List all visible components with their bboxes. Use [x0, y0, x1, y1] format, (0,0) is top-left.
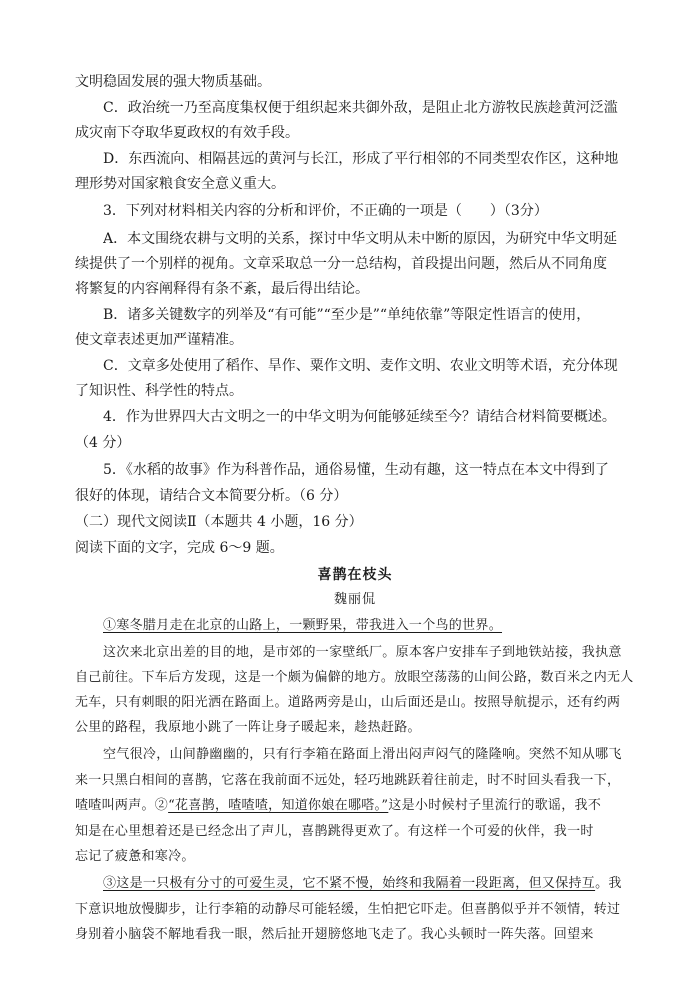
- story-line: 这次来北京出差的目的地，是市郊的一家壁纸厂。原本客户安排车子到地铁站接，我执意: [103, 645, 622, 660]
- option-b-line: B．诸多关键数字的列举及“有可能”“至少是”“单纯依靠”等限定性语言的使用，: [103, 307, 591, 323]
- story-line: 身别着小脑袋不解地看我一眼，然后扯开翅膀悠地飞走了。我心头顿时一阵失落。回望来: [75, 927, 594, 942]
- story-text: 这是小时候村子里流行的歌谣，我不: [388, 798, 602, 813]
- story-line: 公里的路程，我原地小跳了一阵让身子暖起来，趁热赶路。: [75, 720, 421, 735]
- story-paragraph-1: ①寒冬腊月走在北京的山路上，一颗野果，带我进入一个鸟的世界。: [103, 618, 503, 633]
- story-line: 无车，只有刺眼的阳光洒在路面上。道路两旁是山，山后面还是山。按照导航提示，还有约两: [75, 695, 621, 710]
- story-line: [75, 796, 635, 816]
- underlined-sentence-2: “花喜鹊，喳喳喳，知道你娘在哪嗒。”: [168, 798, 389, 813]
- underlined-sentence-3: ③这是一只极有分寸的可爱生灵，它不紧不慢，始终和我隔着一段距离，但又保持互: [103, 876, 596, 891]
- option-d-line: D．东西流向、相隔甚远的黄河与长江，形成了平行相邻的不同类型农作区，这种地: [103, 151, 619, 167]
- text-line: 续提供了一个别样的视角。文章采取总一分一总结构，首段提出问题，然后从不同角度: [75, 256, 607, 272]
- text-line: 文明稳固发展的强大物质基础。: [75, 74, 271, 90]
- text-line: 使文章表述更加严谨精准。: [75, 332, 243, 348]
- instruction-line: 阅读下面的文字，完成 6～9 题。: [75, 540, 284, 556]
- story-line: [103, 874, 635, 894]
- story-line: 下意识地放慢脚步，让行李箱的动静尽可能轻缓，生怕把它吓走。但喜鹊似乎并不领情，转过: [75, 902, 621, 917]
- option-c-line: C．文章多处使用了稻作、旱作、粟作文明、麦作文明、农业文明等术语，充分体现: [103, 358, 618, 374]
- option-c-line: C．政治统一乃至高度集权便于组织起来共御外敌，是阻止北方游牧民族趁黄河泛滥: [103, 100, 618, 116]
- question-4: 4．作为世界四大古文明之一的中华文明为何能够延续至今？请结合材料简要概述。: [103, 409, 616, 425]
- section-heading: （二）现代文阅读Ⅱ（本题共 4 小题，16 分）: [75, 514, 363, 530]
- story-line: 自己前往。下车后方发现，这是一个颇为偏僻的地方。放眼空荡荡的山间公路，数百米之内无人: [75, 670, 634, 685]
- text-line: 很好的体现，请结合文本简要分析。（6 分）: [75, 488, 348, 504]
- score-note: （4 分）: [75, 435, 131, 451]
- story-line: 来一只黑白相间的喜鹊，它落在我前面不远处，轻巧地跳跃着往前走，时不时回头看我一下，: [75, 773, 621, 788]
- text-line: 成灾南下夺取华夏政权的有效手段。: [75, 125, 299, 141]
- story-author: 魏丽侃: [333, 592, 376, 607]
- question-5: 5．《水稻的故事》作为科普作品，通俗易懂，生动有趣，这一特点在本文中得到了: [103, 462, 609, 478]
- story-title: 喜鹊在枝头: [317, 567, 393, 583]
- text-line: 理形势对国家粮食安全意义重大。: [75, 176, 285, 192]
- text-line: 将繁复的内容阐释得有条不紊，最后得出结论。: [75, 281, 369, 297]
- text-line: 了知识性、科学性的特点。: [75, 383, 243, 399]
- question-3: 3．下列对材料相关内容的分析和评价，不正确的一项是（ ）（3分）: [103, 203, 548, 219]
- story-line: 空气很冷，山间静幽幽的，只有行李箱在路面上滑出闷声闷气的隆隆响。突然不知从哪飞: [103, 747, 622, 762]
- story-text: 。我: [595, 876, 622, 891]
- option-a-line: A．本文围绕农耕与文明的关系，探讨中华文明从未中断的原因，为研究中华文明延: [103, 231, 618, 247]
- story-text: 喳喳叫两声。②: [75, 798, 169, 813]
- story-line: 忘记了疲惫和寒冷。: [75, 849, 195, 864]
- story-line: 知是在心里想着还是已经念出了声儿，喜鹊跳得更欢了。有这样一个可爱的伙伴，我一时: [75, 824, 594, 839]
